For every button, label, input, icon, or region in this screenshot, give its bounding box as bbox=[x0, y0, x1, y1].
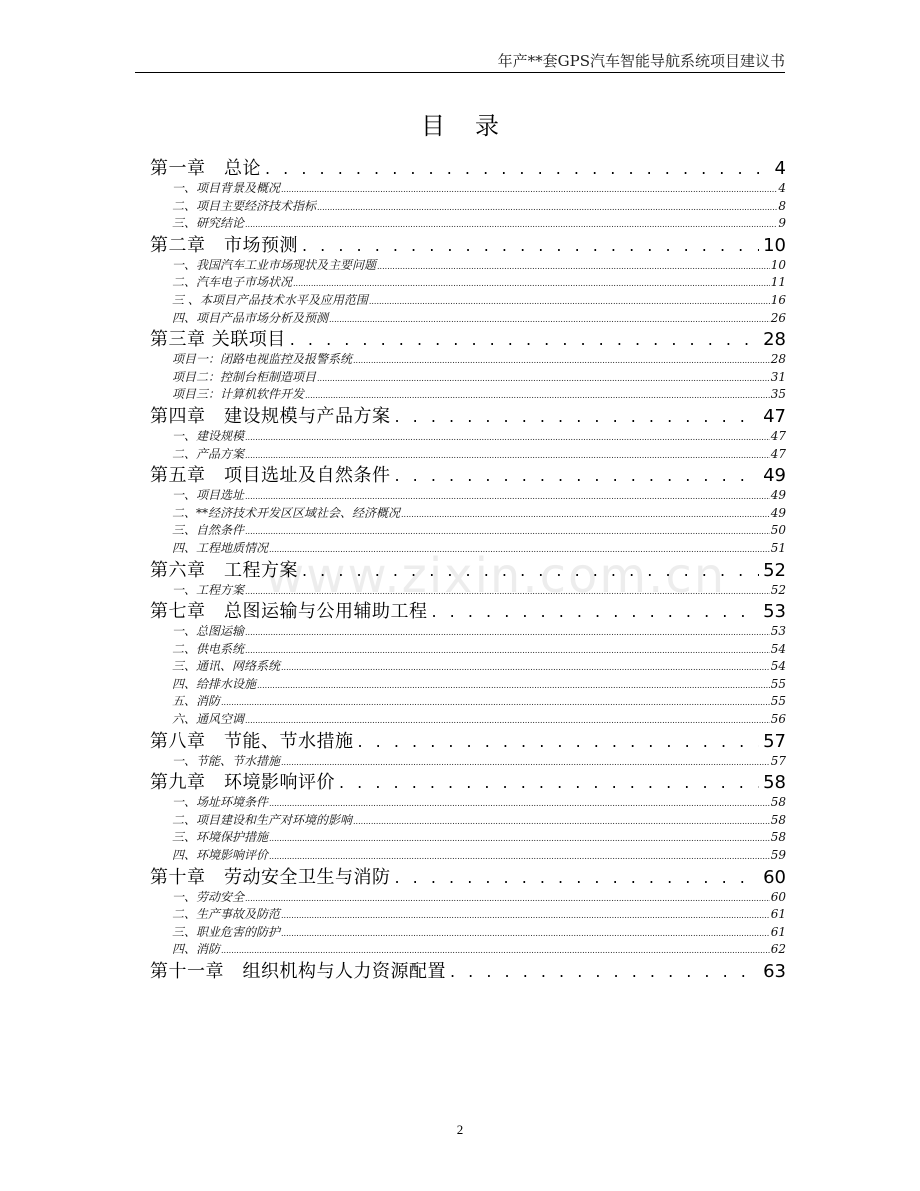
toc-section-entry[interactable] bbox=[150, 428, 786, 446]
toc-entry-page: 4 bbox=[778, 181, 786, 195]
toc-entry-label: 一、建设规模 bbox=[172, 428, 245, 443]
toc-entry-label: 三、自然条件 bbox=[172, 523, 245, 538]
toc-entry-label: 第六章 工程方案 bbox=[150, 559, 298, 581]
toc-entry-label: 第九章 环境影响评价 bbox=[150, 772, 335, 794]
toc-title: 目录 bbox=[421, 112, 529, 140]
toc-leader-dots bbox=[353, 352, 770, 369]
toc-leader-dots bbox=[269, 795, 770, 812]
toc-leader-dots bbox=[302, 560, 759, 582]
toc-entry-label: 项目三：计算机软件开发 bbox=[172, 387, 305, 402]
toc-leader-dots bbox=[317, 199, 777, 216]
toc-entry-page: 57 bbox=[763, 730, 786, 752]
toc-entry-page: 56 bbox=[770, 712, 786, 727]
toc-entry-page: 51 bbox=[770, 540, 786, 555]
toc-entry-page: 55 bbox=[770, 676, 786, 691]
toc-leader-dots bbox=[432, 601, 760, 623]
toc-entry-page: 63 bbox=[763, 961, 786, 982]
toc-entry-page: 10 bbox=[763, 234, 786, 256]
toc-leader-dots bbox=[353, 813, 770, 830]
toc-entry-label: 项目一：闭路电视监控及报警系统 bbox=[172, 352, 353, 367]
toc-entry-page: 58 bbox=[763, 772, 786, 794]
watermark: www.zixin.com.cn bbox=[265, 548, 727, 604]
toc-leader-dots bbox=[281, 181, 777, 198]
toc-section-entry[interactable] bbox=[150, 889, 786, 907]
toc-section-entry[interactable] bbox=[150, 274, 786, 292]
toc-leader-dots bbox=[245, 447, 770, 464]
toc-entry-label: 二、项目主要经济技术指标 bbox=[172, 198, 317, 213]
toc-section-entry[interactable] bbox=[150, 292, 786, 310]
header-rule bbox=[135, 72, 785, 73]
toc-leader-dots bbox=[358, 731, 760, 753]
toc-chapter-entry[interactable] bbox=[150, 560, 786, 582]
toc-section-entry[interactable] bbox=[150, 446, 786, 464]
toc-section-entry[interactable] bbox=[150, 658, 786, 676]
toc-entry-page: 47 bbox=[770, 428, 786, 443]
toc-leader-dots bbox=[257, 677, 770, 694]
toc-leader-dots bbox=[245, 712, 770, 729]
toc-entry-page: 53 bbox=[770, 624, 786, 639]
toc-entry-page: 59 bbox=[770, 848, 786, 863]
toc-leader-dots bbox=[281, 907, 770, 924]
toc-entry-page: 54 bbox=[770, 659, 786, 674]
toc-entry-page: 57 bbox=[770, 753, 786, 768]
toc-leader-dots bbox=[369, 293, 770, 310]
toc-entry-page: 31 bbox=[770, 369, 786, 384]
toc-entry-page: 49 bbox=[770, 505, 786, 520]
toc-leader-dots bbox=[245, 624, 770, 641]
toc-entry-page: 52 bbox=[770, 582, 786, 597]
toc-leader-dots bbox=[269, 830, 770, 847]
toc-section-entry[interactable] bbox=[150, 676, 786, 694]
toc-leader-dots bbox=[401, 506, 770, 523]
toc-entry-page: 53 bbox=[763, 601, 786, 623]
toc-leader-dots bbox=[395, 406, 760, 428]
toc-leader-dots bbox=[245, 488, 770, 505]
toc-entry-label: 第十章 劳动安全卫生与消防 bbox=[150, 866, 391, 888]
toc-entry-page: 60 bbox=[770, 889, 786, 904]
table-of-contents bbox=[150, 156, 786, 983]
toc-leader-dots bbox=[450, 961, 759, 983]
toc-entry-label: 二、产品方案 bbox=[172, 446, 245, 461]
toc-entry-page: 9 bbox=[778, 216, 786, 231]
toc-entry-label: 四、消防 bbox=[172, 942, 221, 957]
toc-chapter-entry[interactable] bbox=[150, 406, 786, 428]
toc-entry-label: 二、供电系统 bbox=[172, 641, 245, 656]
toc-section-entry[interactable] bbox=[150, 753, 786, 771]
toc-section-entry[interactable] bbox=[150, 257, 786, 275]
toc-entry-label: 四、环境影响评价 bbox=[172, 848, 269, 863]
toc-section-entry[interactable] bbox=[150, 505, 786, 523]
toc-entry-label: 项目二：控制台柜制造项目 bbox=[172, 369, 317, 384]
toc-leader-dots bbox=[281, 754, 770, 771]
toc-chapter-entry[interactable] bbox=[150, 465, 786, 487]
toc-section-entry[interactable] bbox=[150, 812, 786, 830]
toc-section-entry[interactable] bbox=[150, 487, 786, 505]
toc-chapter-entry[interactable] bbox=[150, 329, 786, 351]
toc-entry-label: 六、通风空调 bbox=[172, 712, 245, 727]
toc-entry-label: 二、项目建设和生产对环境的影响 bbox=[172, 812, 353, 827]
toc-leader-dots bbox=[395, 867, 760, 889]
toc-leader-dots bbox=[269, 848, 770, 865]
toc-entry-label: 第十一章 组织机构与人力资源配置 bbox=[150, 961, 446, 982]
toc-entry-page: 49 bbox=[763, 465, 786, 487]
toc-entry-page: 61 bbox=[770, 907, 786, 922]
toc-entry-page: 58 bbox=[770, 812, 786, 827]
toc-chapter-entry[interactable] bbox=[150, 158, 786, 180]
toc-leader-dots bbox=[245, 583, 770, 600]
toc-entry-page: 28 bbox=[770, 352, 786, 367]
page-number: 2 bbox=[456, 1122, 464, 1137]
toc-entry-label: 一、我国汽车工业市场现状及主要问题 bbox=[172, 257, 377, 272]
toc-entry-label: 二、**经济技术开发区区域社会、经济概况 bbox=[172, 505, 401, 520]
toc-leader-dots bbox=[281, 659, 770, 676]
toc-entry-label: 三、职业危害的防护 bbox=[172, 924, 281, 939]
toc-section-entry[interactable] bbox=[150, 693, 786, 711]
toc-leader-dots bbox=[302, 235, 759, 257]
toc-leader-dots bbox=[290, 329, 759, 351]
toc-entry-label: 四、工程地质情况 bbox=[172, 540, 269, 555]
toc-leader-dots bbox=[377, 258, 770, 275]
toc-entry-label: 一、劳动安全 bbox=[172, 889, 245, 904]
toc-leader-dots bbox=[281, 925, 770, 942]
toc-entry-label: 二、汽车电子市场状况 bbox=[172, 275, 293, 290]
toc-leader-dots bbox=[245, 642, 770, 659]
toc-section-entry[interactable] bbox=[150, 369, 786, 387]
toc-section-entry[interactable] bbox=[150, 198, 786, 216]
toc-leader-dots bbox=[245, 429, 770, 446]
toc-entry-label: 第八章 节能、节水措施 bbox=[150, 730, 354, 752]
toc-section-entry[interactable] bbox=[150, 711, 786, 729]
toc-entry-page: 62 bbox=[770, 942, 786, 957]
toc-section-entry[interactable] bbox=[150, 180, 786, 198]
toc-leader-dots bbox=[339, 772, 759, 794]
toc-entry-label: 三、研究结论 bbox=[172, 216, 245, 231]
toc-entry-label: 一、工程方案 bbox=[172, 582, 245, 597]
toc-section-entry[interactable] bbox=[150, 924, 786, 942]
toc-section-entry[interactable] bbox=[150, 794, 786, 812]
toc-entry-page: 16 bbox=[770, 292, 786, 307]
toc-entry-label: 一、总图运输 bbox=[172, 624, 245, 639]
toc-leader-dots bbox=[329, 311, 770, 328]
toc-chapter-entry[interactable] bbox=[150, 601, 786, 623]
toc-leader-dots bbox=[221, 694, 770, 711]
toc-entry-label: 第二章 市场预测 bbox=[150, 234, 298, 256]
toc-entry-page: 50 bbox=[770, 523, 786, 538]
toc-entry-label: 三、环境保护措施 bbox=[172, 830, 269, 845]
toc-section-entry[interactable] bbox=[150, 641, 786, 659]
toc-entry-page: 47 bbox=[763, 405, 786, 427]
toc-entry-page: 28 bbox=[763, 329, 786, 351]
toc-chapter-entry[interactable] bbox=[150, 867, 786, 889]
toc-entry-label: 第五章 项目选址及自然条件 bbox=[150, 465, 391, 487]
toc-entry-label: 一、场址环境条件 bbox=[172, 795, 269, 810]
toc-entry-page: 26 bbox=[770, 310, 786, 325]
toc-section-entry[interactable] bbox=[150, 847, 786, 865]
toc-entry-page: 58 bbox=[770, 830, 786, 845]
toc-entry-page: 61 bbox=[770, 924, 786, 939]
toc-section-entry[interactable] bbox=[150, 215, 786, 233]
toc-entry-page: 35 bbox=[770, 387, 786, 402]
toc-entry-label: 第四章 建设规模与产品方案 bbox=[150, 405, 391, 427]
toc-chapter-entry[interactable] bbox=[150, 772, 786, 794]
toc-leader-dots bbox=[245, 890, 770, 907]
toc-entry-page: 11 bbox=[770, 275, 786, 290]
toc-section-entry[interactable] bbox=[150, 310, 786, 328]
toc-chapter-entry[interactable] bbox=[150, 235, 786, 257]
toc-entry-page: 10 bbox=[770, 257, 786, 272]
toc-leader-dots bbox=[245, 216, 777, 233]
toc-leader-dots bbox=[221, 942, 770, 959]
toc-entry-label: 四、给排水设施 bbox=[172, 676, 257, 691]
toc-entry-page: 52 bbox=[763, 559, 786, 581]
toc-entry-page: 49 bbox=[770, 488, 786, 503]
toc-entry-page: 4 bbox=[774, 158, 786, 179]
toc-leader-dots bbox=[305, 387, 770, 404]
toc-chapter-entry[interactable] bbox=[150, 731, 786, 753]
toc-section-entry[interactable] bbox=[150, 522, 786, 540]
toc-leader-dots bbox=[317, 370, 770, 387]
toc-entry-label: 四、项目产品市场分析及预测 bbox=[172, 310, 329, 325]
toc-section-entry[interactable] bbox=[150, 386, 786, 404]
toc-section-entry[interactable] bbox=[150, 582, 786, 600]
toc-section-entry[interactable] bbox=[150, 829, 786, 847]
toc-section-entry[interactable] bbox=[150, 906, 786, 924]
toc-chapter-entry[interactable] bbox=[150, 961, 786, 983]
toc-section-entry[interactable] bbox=[150, 351, 786, 369]
toc-section-entry[interactable] bbox=[150, 941, 786, 959]
toc-entry-label: 第七章 总图运输与公用辅助工程 bbox=[150, 601, 428, 623]
toc-entry-label: 三、通讯、网络系统 bbox=[172, 659, 281, 674]
toc-leader-dots bbox=[293, 275, 770, 292]
toc-entry-label: 二、生产事故及防范 bbox=[172, 907, 281, 922]
toc-entry-label: 第三章 关联项目 bbox=[150, 329, 286, 351]
toc-entry-page: 47 bbox=[770, 446, 786, 461]
toc-entry-page: 60 bbox=[763, 866, 786, 888]
toc-entry-page: 58 bbox=[770, 795, 786, 810]
toc-leader-dots bbox=[265, 158, 771, 180]
toc-section-entry[interactable] bbox=[150, 540, 786, 558]
toc-entry-label: 一、项目选址 bbox=[172, 488, 245, 503]
toc-leader-dots bbox=[269, 541, 770, 558]
toc-entry-page: 8 bbox=[778, 198, 786, 213]
toc-leader-dots bbox=[245, 523, 770, 540]
toc-entry-label: 一、节能、节水措施 bbox=[172, 753, 281, 768]
toc-leader-dots bbox=[395, 465, 760, 487]
toc-section-entry[interactable] bbox=[150, 623, 786, 641]
toc-entry-page: 55 bbox=[770, 694, 786, 709]
toc-entry-label: 五、消防 bbox=[172, 694, 221, 709]
toc-entry-label: 一、项目背景及概况 bbox=[172, 181, 281, 195]
toc-entry-page: 54 bbox=[770, 641, 786, 656]
toc-entry-label: 三 、本项目产品技术水平及应用范围 bbox=[172, 292, 368, 307]
page-header: 年产**套GPS汽车智能导航系统项目建议书 bbox=[497, 52, 785, 70]
toc-entry-label: 第一章 总论 bbox=[150, 158, 261, 179]
